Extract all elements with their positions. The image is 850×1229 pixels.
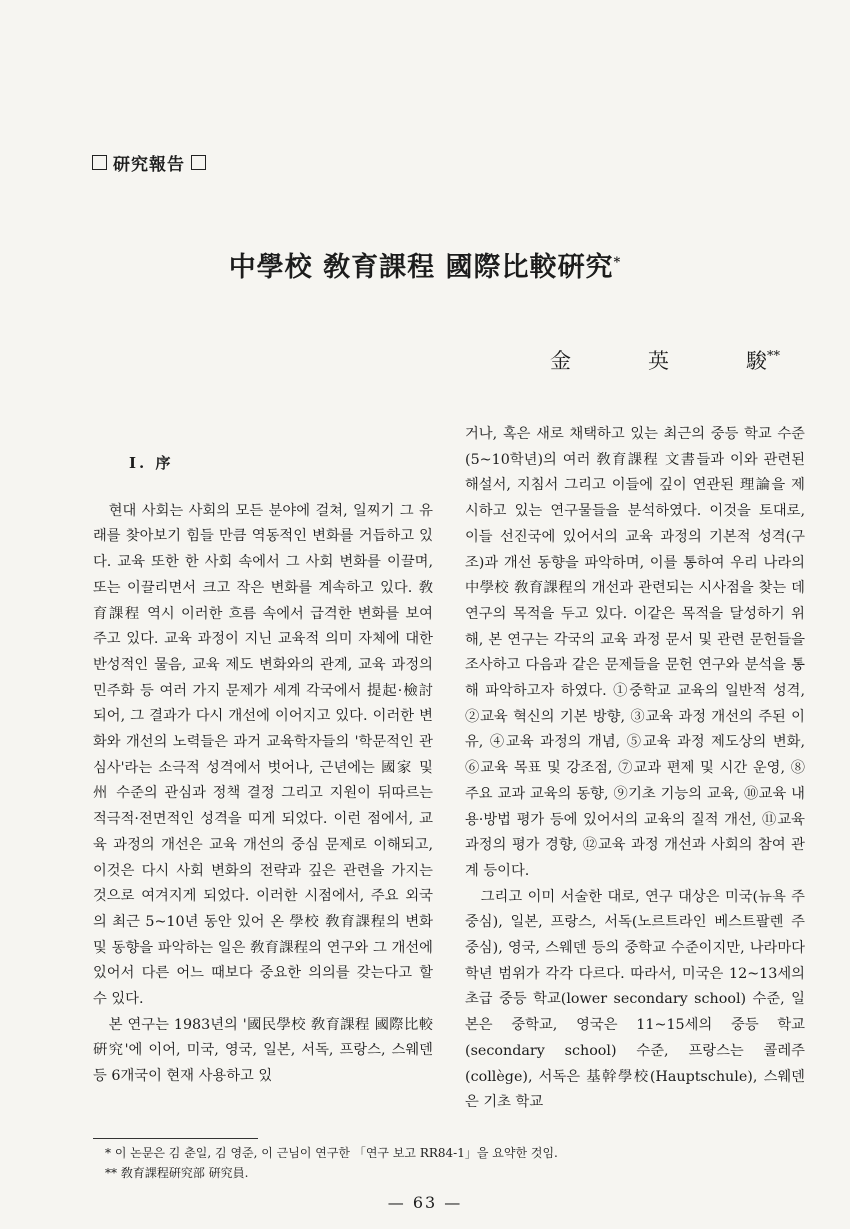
title-footnote-mark: * — [613, 255, 622, 270]
footnote: * 이 논문은 김 춘일, 김 영준, 이 근님이 연구한 「연구 보고 RR84-1」을 요약한 것임. — [105, 1146, 558, 1160]
body-paragraph: 거나, 혹은 새로 채택하고 있는 최근의 중등 학교 수준(5~10학년)의 여러 敎育課程 文書들과 이와 관련된 해설서, 지침서 그리고 이들에 깊이 연관된 理論을 제시하고 있는 연구물들을 분석하였다. 이것을 토대로, 이들 선진국에 있어서의 교육 과정의 기본적 성격(구조)과 개선 동향을 파악하며, 이를 통하여 우리 나라의 中學校 敎育課程의 개선과 관련되는 시사점을 찾는 데 연구의 목적을 두고 있다. 이같은 목적을 달성하기 위해, 본 연구는 각국의 교육 과정 문서 및 관련 문헌들을 조사하고 다음과 같은 문제들을 문헌 연구와 분석을 통해 파악하고자 하였다. ①중학교 교육의 일반적 성격, ②교육 혁신의 기본 방향, ③교육 과정 개선의 주된 이유, ④교육 과정의 개념, ⑤교육 과정 제도상의 변화, ⑥교육 목표 및 강조점, ⑦교과 편제 및 시간 운영, ⑧주요 교과 교육의 동향, ⑨기초 기능의 교육, ⑩교육 내용·방법 평가 등에 있어서의 교육의 질적 개선, ⑪교육 과정의 평가 경향, ⑫교육 과정 개선과 사회의 참여 관계 등이다. — [465, 426, 805, 879]
footnote: ** 敎育課程硏究部 硏究員. — [105, 1166, 249, 1180]
author-footnote-mark: ** — [767, 349, 780, 364]
author-char: 金 — [550, 349, 571, 373]
body-paragraph: 본 연구는 1983년의 '國民學校 敎育課程 國際比較硏究'에 이어, 미국, 영국, 일본, 서독, 프랑스, 스웨덴 등 6개국이 현재 사용하고 있 — [93, 1016, 433, 1085]
author-char: 駿 — [746, 349, 767, 373]
footnotes — [105, 1143, 805, 1183]
paper-title — [0, 245, 850, 284]
author-name — [550, 345, 780, 375]
report-category-text: 研究報告 — [113, 155, 185, 175]
body-paragraph: 현대 사회는 사회의 모든 분야에 걸쳐, 일찌기 그 유래를 찾아보기 힘들 만큼 역동적인 변화를 거듭하고 있다. 교육 또한 한 사회 속에서 그 사회 변화를 이끌며, 또는 이끌리면서 크고 작은 변화를 계속하고 있다. 敎育課程 역시 이러한 흐름 속에서 급격한 변화를 보여 주고 있다. 교육 과정이 지닌 교육적 의미 자체에 대한 반성적인 물음, 교육 제도 변화와의 관계, 교육 과정의 민주화 등 여러 가지 문제가 세계 각국에서 提起·檢討되어, 그 결과가 다시 개선에 이어지고 있다. 이러한 변화와 개선의 노력들은 과거 교육학자들의 '학문적인 관심사'라는 소극적 성격에서 벗어나, 근년에는 國家 및 州 수준의 관심과 정책 결정 그리고 지원이 뒤따르는 적극적·전면적인 성격을 띠게 되었다. 이런 점에서, 교육 과정의 개선은 교육 개선의 중심 문제로 이해되고, 이것은 다시 사회 변화의 전략과 깊은 관련을 가지는 것으로 여겨지게 되었다. 이러한 시점에서, 주요 외국의 최근 5~10년 동안 있어 온 學校 敎育課程의 변화 및 동향을 파악하는 일은 敎育課程의 연구와 그 개선에 있어서 다른 어느 때보다 중요한 의의를 갖는다고 할 수 있다. — [93, 502, 433, 1008]
right-column — [465, 422, 805, 1116]
page-number: — 63 — — [387, 1193, 463, 1212]
footnote-divider — [93, 1138, 258, 1139]
left-box-icon — [92, 155, 107, 170]
author-char: 英 — [648, 349, 669, 373]
left-column — [93, 420, 433, 1090]
paper-title-text: 中學校 敎育課程 國際比較硏究 — [228, 252, 614, 283]
author-char-with-mark — [746, 345, 780, 375]
report-category-label — [92, 150, 206, 175]
section-heading: I. 序 — [129, 454, 174, 472]
right-box-icon — [191, 155, 206, 170]
body-paragraph: 그리고 이미 서술한 대로, 연구 대상은 미국(뉴욕 주 중심), 일본, 프랑스, 서독(노르트라인 베스트팔렌 주 중심), 영국, 스웨덴 등의 중학교 수준이지만, 나라마다 학년 범위가 각각 다르다. 따라서, 미국은 12~13세의 초급 중등 학교(lower secondary school) 수준, 일본은 중학교, 영국은 11~15세의 중등 학교(secondary school) 수준, 프랑스는 콜레주(collège), 서독은 基幹學校(Hauptschule), 스웨덴은 기초 학교 — [465, 888, 805, 1111]
